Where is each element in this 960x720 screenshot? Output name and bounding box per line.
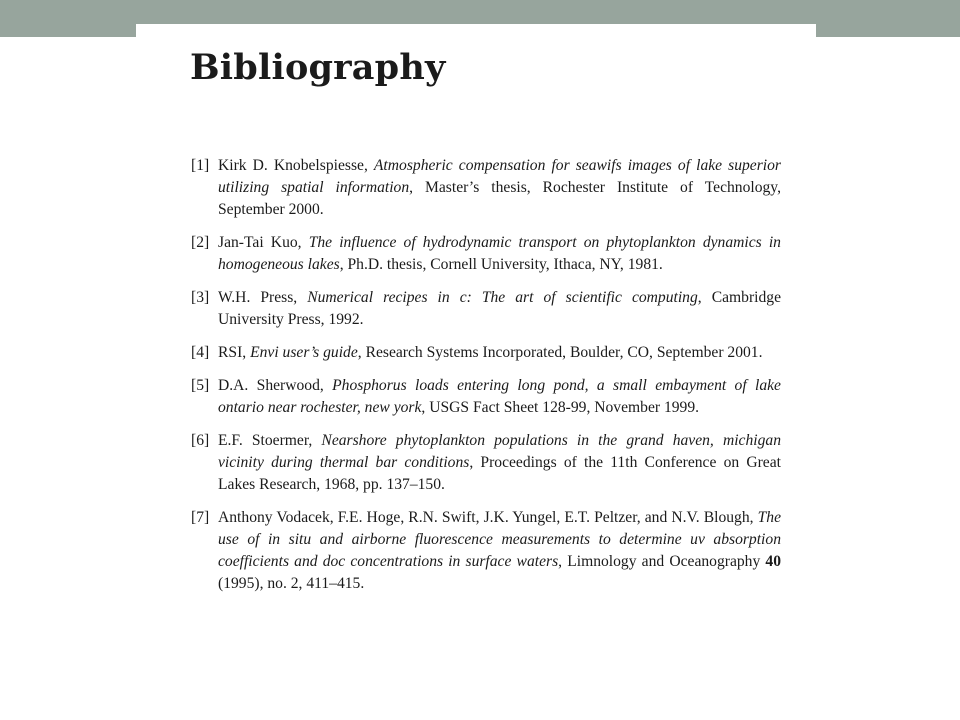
reference-item <box>191 232 781 276</box>
reference-title: The influence of hydrodynamic transport on phytoplankton dynamics in homogeneous lakes <box>218 234 781 273</box>
reference-authors: E.F. Stoermer, <box>218 432 322 449</box>
reference-item <box>191 375 781 419</box>
reference-details: (1995), no. 2, 411–415. <box>218 575 365 592</box>
reference-item <box>191 507 781 595</box>
reference-details: , Cambridge University Press, 1992. <box>218 289 781 328</box>
reference-details: , Research Systems Incorporated, Boulder, CO, September 2001. <box>357 344 763 361</box>
reference-title: Atmospheric compensation for seawifs images of lake superior utilizing spatial information <box>218 157 781 196</box>
reference-authors: Jan-Tai Kuo, <box>218 234 309 251</box>
reference-number: [5] <box>191 377 210 394</box>
reference-number: [3] <box>191 289 210 306</box>
reference-number: [2] <box>191 234 210 251</box>
reference-list <box>191 155 781 606</box>
reference-journal: , Limnology and Oceanography <box>558 553 766 570</box>
reference-title: Nearshore phytoplankton populations in the grand haven, michigan vicinity during thermal bar conditions <box>218 432 781 471</box>
reference-number: [6] <box>191 432 210 449</box>
reference-title: Numerical recipes in c: The art of scientific computing <box>307 289 698 306</box>
reference-title: Phosphorus loads entering long pond, a small embayment of lake ontario near rochester, new york <box>218 377 781 416</box>
reference-item <box>191 430 781 496</box>
reference-authors: Kirk D. Knobelspiesse, <box>218 157 374 174</box>
reference-number: [1] <box>191 157 210 174</box>
reference-details: , Ph.D. thesis, Cornell University, Ithaca, NY, 1981. <box>339 256 663 273</box>
reference-authors: W.H. Press, <box>218 289 308 306</box>
reference-authors: Anthony Vodacek, F.E. Hoge, R.N. Swift, J.K. Yungel, E.T. Peltzer, and N.V. Blough, <box>218 509 758 526</box>
document-page <box>136 24 816 720</box>
reference-authors: D.A. Sherwood, <box>218 377 333 394</box>
reference-item <box>191 287 781 331</box>
reference-details: , Master’s thesis, Rochester Institute of Technology, September 2000. <box>218 179 781 218</box>
page-title: Bibliography <box>190 47 446 88</box>
reference-volume: 40 <box>765 553 782 570</box>
reference-item <box>191 155 781 221</box>
reference-title: The use of in situ and airborne fluorescence measurements to determine uv absorption coefficients and doc concentrations in surface waters <box>218 509 781 570</box>
reference-item <box>191 342 781 364</box>
reference-details: , Proceedings of the 11th Conference on Great Lakes Research, 1968, pp. 137–150. <box>218 454 781 493</box>
reference-title: Envi user’s guide <box>250 344 358 361</box>
reference-details: , USGS Fact Sheet 128-99, November 1999. <box>421 399 700 416</box>
reference-number: [4] <box>191 344 210 361</box>
reference-authors: RSI, <box>218 344 251 361</box>
reference-number: [7] <box>191 509 210 526</box>
